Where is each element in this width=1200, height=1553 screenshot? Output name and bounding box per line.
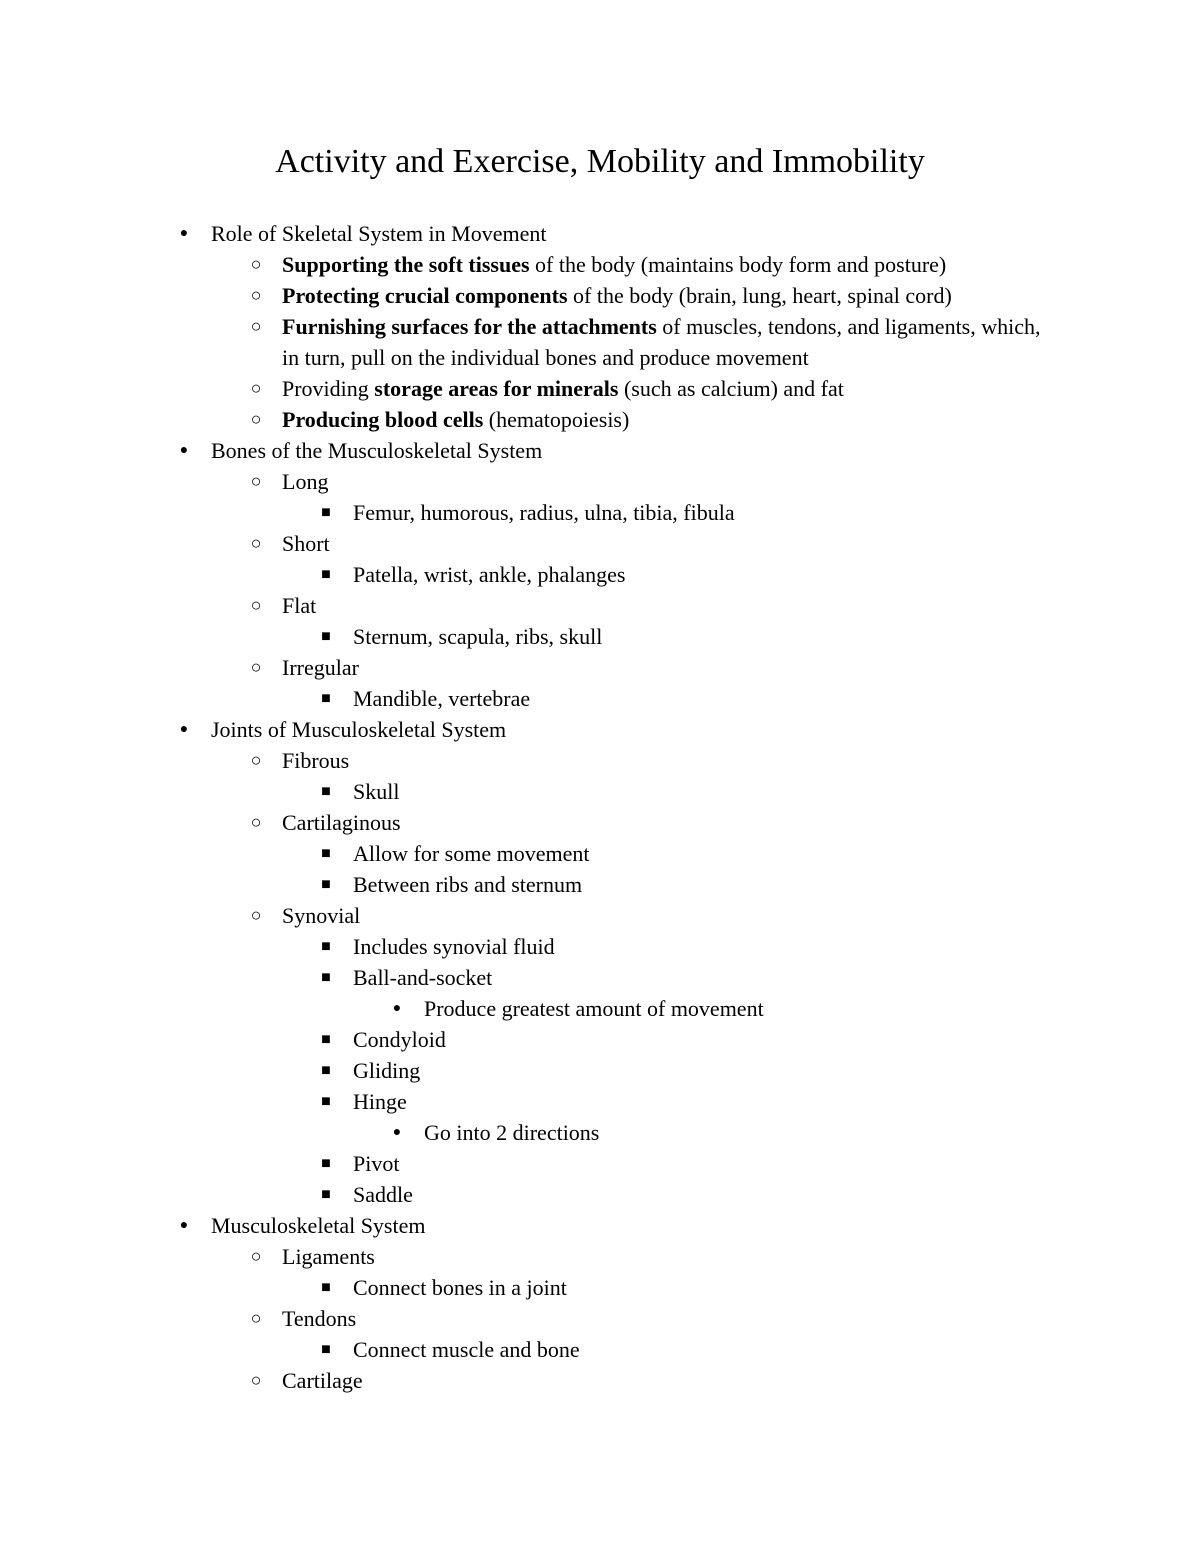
- outline: [0, 218, 1200, 1396]
- list-item: ○ Long: [0, 466, 1200, 497]
- bullet-circle-icon: ○: [250, 657, 262, 677]
- page-title: Activity and Exercise, Mobility and Immobility: [275, 143, 925, 180]
- bullet-circle-icon: ○: [250, 471, 262, 491]
- bullet-circle-icon: ○: [250, 905, 262, 925]
- list-item: ○ Fibrous: [0, 745, 1200, 776]
- list-item: ○ Supporting the soft tissues of the body (maintains body form and posture): [0, 249, 1200, 280]
- list-item: ■ Connect muscle and bone: [0, 1334, 1200, 1365]
- bullet-square-icon: ■: [321, 504, 331, 521]
- list-item: ■ Condyloid: [0, 1024, 1200, 1055]
- list-item: ● Go into 2 directions: [0, 1117, 1200, 1148]
- list-item: ○ Producing blood cells (hematopoiesis): [0, 404, 1200, 435]
- list-item: ■ Includes synovial fluid: [0, 931, 1200, 962]
- bullet-circle-icon: ○: [250, 378, 262, 398]
- list-item: ○ Tendons: [0, 1303, 1200, 1334]
- bullet-dot-icon: ●: [179, 226, 189, 241]
- bullet-square-icon: ■: [321, 938, 331, 955]
- list-item: ■ Hinge: [0, 1086, 1200, 1117]
- list-item: ■ Allow for some movement: [0, 838, 1200, 869]
- bullet-circle-icon: ○: [250, 409, 262, 429]
- list-item: ■ Ball-and-socket: [0, 962, 1200, 993]
- bullet-dot-icon: ●: [179, 443, 189, 458]
- list-item: ○ Cartilage: [0, 1365, 1200, 1396]
- list-item: ○ Furnishing surfaces for the attachments of muscles, tendons, and ligaments, which, in turn, pull on the individual bones and produce movement: [0, 311, 1200, 373]
- list-item: ○ Irregular: [0, 652, 1200, 683]
- bullet-square-icon: ■: [321, 876, 331, 893]
- list-item: ■ Patella, wrist, ankle, phalanges: [0, 559, 1200, 590]
- bullet-square-icon: ■: [321, 1031, 331, 1048]
- list-item: ○ Flat: [0, 590, 1200, 621]
- list-item: ○ Short: [0, 528, 1200, 559]
- list-item: ○ Ligaments: [0, 1241, 1200, 1272]
- list-item: ● Joints of Musculoskeletal System: [0, 714, 1200, 745]
- bullet-square-icon: ■: [321, 1155, 331, 1172]
- list-item: ● Role of Skeletal System in Movement: [0, 218, 1200, 249]
- bullet-square-icon: ■: [321, 845, 331, 862]
- list-item: ■ Sternum, scapula, ribs, skull: [0, 621, 1200, 652]
- bullet-dot-icon: ●: [392, 1125, 402, 1140]
- bullet-circle-icon: ○: [250, 1246, 262, 1266]
- list-item: ■ Skull: [0, 776, 1200, 807]
- list-item: ● Musculoskeletal System: [0, 1210, 1200, 1241]
- list-item: ○ Protecting crucial components of the body (brain, lung, heart, spinal cord): [0, 280, 1200, 311]
- list-item: ■ Mandible, vertebrae: [0, 683, 1200, 714]
- bullet-circle-icon: ○: [250, 750, 262, 770]
- bullet-square-icon: ■: [321, 628, 331, 645]
- bullet-circle-icon: ○: [250, 812, 262, 832]
- bullet-dot-icon: ●: [392, 1001, 402, 1016]
- list-item: ■ Between ribs and sternum: [0, 869, 1200, 900]
- bullet-square-icon: ■: [321, 1341, 331, 1358]
- bullet-circle-icon: ○: [250, 533, 262, 553]
- list-item: ○ Synovial: [0, 900, 1200, 931]
- bullet-dot-icon: ●: [179, 1218, 189, 1233]
- list-item: ■ Connect bones in a joint: [0, 1272, 1200, 1303]
- bullet-dot-icon: ●: [179, 722, 189, 737]
- bullet-square-icon: ■: [321, 969, 331, 986]
- bullet-circle-icon: ○: [250, 595, 262, 615]
- bullet-circle-icon: ○: [250, 316, 262, 336]
- bullet-square-icon: ■: [321, 1279, 331, 1296]
- list-item: ○ Providing storage areas for minerals (such as calcium) and fat: [0, 373, 1200, 404]
- list-item: ■ Pivot: [0, 1148, 1200, 1179]
- bullet-square-icon: ■: [321, 1093, 331, 1110]
- list-item: ■ Saddle: [0, 1179, 1200, 1210]
- bullet-circle-icon: ○: [250, 1308, 262, 1328]
- bullet-square-icon: ■: [321, 783, 331, 800]
- list-item: ■ Femur, humorous, radius, ulna, tibia, fibula: [0, 497, 1200, 528]
- bullet-circle-icon: ○: [250, 285, 262, 305]
- bullet-square-icon: ■: [321, 1062, 331, 1079]
- list-item: ○ Cartilaginous: [0, 807, 1200, 838]
- bullet-square-icon: ■: [321, 566, 331, 583]
- bullet-square-icon: ■: [321, 690, 331, 707]
- list-item: ■ Gliding: [0, 1055, 1200, 1086]
- bullet-square-icon: ■: [321, 1186, 331, 1203]
- list-item: ● Bones of the Musculoskeletal System: [0, 435, 1200, 466]
- list-item: ● Produce greatest amount of movement: [0, 993, 1200, 1024]
- bullet-circle-icon: ○: [250, 1370, 262, 1390]
- bullet-circle-icon: ○: [250, 254, 262, 274]
